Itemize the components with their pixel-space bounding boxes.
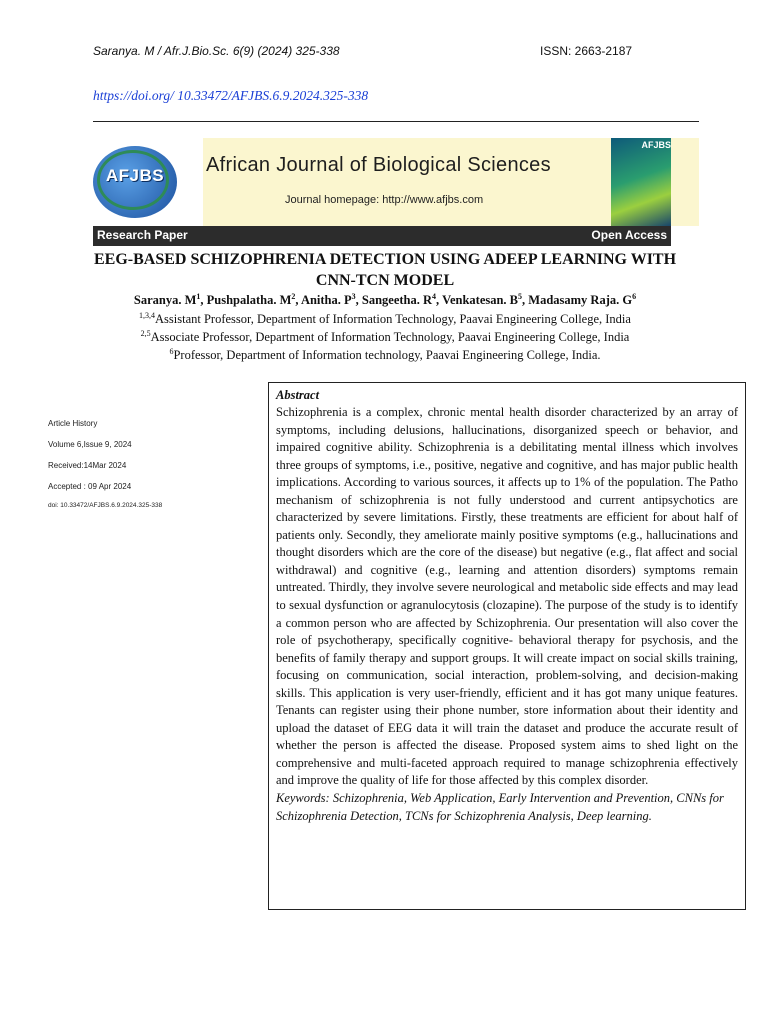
journal-title: African Journal of Biological Sciences bbox=[206, 154, 551, 176]
affiliation bbox=[93, 347, 677, 363]
header-rule bbox=[93, 121, 699, 122]
article-accepted: Accepted : 09 Apr 2024 bbox=[48, 482, 132, 491]
author-sup: 6 bbox=[632, 291, 637, 301]
article-received: Received:14Mar 2024 bbox=[48, 461, 127, 470]
journal-banner bbox=[93, 138, 671, 226]
article-type-bar bbox=[93, 226, 671, 246]
running-head: Saranya. M / Afr.J.Bio.Sc. 6(9) (2024) 325-338 bbox=[93, 44, 340, 58]
affiliation-sup: 1,3,4 bbox=[139, 310, 156, 320]
affiliation bbox=[93, 311, 677, 327]
logo-text: AFJBS bbox=[105, 166, 165, 185]
author-name: Saranya. M bbox=[133, 293, 197, 307]
author-list: Saranya. $M^1$, Pushpalatha. $M^2$, Anitha. $P^3$, Sangeetha. $R^4$, Venkatesan. $B^5$, Madasamy Raja. $G^6$ bbox=[133, 291, 637, 307]
author-name: Venkatesan. B bbox=[442, 293, 519, 307]
paper-title: EEG-BASED SCHIZOPHRENIA DETECTION USING ADEEP LEARNING WITH CNN-TCN MODEL bbox=[93, 251, 677, 289]
affiliation bbox=[93, 329, 677, 345]
cover-label: AFJBS bbox=[641, 140, 671, 150]
abstract-heading: Abstract bbox=[276, 388, 320, 402]
affiliation-text: Professor, Department of Information technology, Paavai Engineering College, India. bbox=[173, 348, 601, 362]
article-volume: Volume 6,Issue 9, 2024 bbox=[48, 440, 132, 449]
journal-homepage[interactable]: Journal homepage: http://www.afjbs.com bbox=[285, 194, 484, 206]
author-sup: 2 bbox=[291, 291, 296, 301]
author-sup: 5 bbox=[518, 291, 523, 301]
research-paper-label: Research Paper bbox=[97, 228, 188, 242]
affiliation-text: Associate Professor, Department of Information Technology, Paavai Engineering College, India bbox=[150, 330, 630, 344]
open-access-label: Open Access bbox=[591, 228, 667, 242]
article-history-title: Article History bbox=[48, 419, 98, 428]
affiliation-sup: 2,5 bbox=[140, 328, 151, 338]
affiliation-sup: 6 bbox=[169, 346, 174, 356]
doi-link[interactable]: https://doi.org/ 10.33472/AFJBS.6.9.2024.325-338 bbox=[93, 88, 369, 103]
author-name: Madasamy Raja. G bbox=[528, 293, 633, 307]
author-sup: 1 bbox=[196, 291, 201, 301]
article-doi: doi: 10.33472/AFJBS.6.9.2024.325-338 bbox=[48, 502, 163, 509]
abstract-box bbox=[268, 382, 746, 910]
author-sup: 4 bbox=[432, 291, 437, 301]
author-name: Anitha. P bbox=[300, 293, 352, 307]
author-sup: 3 bbox=[351, 291, 356, 301]
abstract-keywords: Keywords: Schizophrenia, Web Application, Early Intervention and Prevention, CNNs for Schizophrenia Detection, TCNs for Schizophrenia Analysis, Deep learning. bbox=[276, 791, 724, 823]
issn-label: ISSN: 2663-2187 bbox=[540, 44, 633, 58]
author-name: Sangeetha. R bbox=[361, 293, 433, 307]
abstract-body: Schizophrenia is a complex, chronic mental health disorder characterized by an array of symptoms, including delusions, hallucinations, disorganized speech or behavior, and impaired cognitive ability. Schizophrenia is a debilitating mental illness which involves three groups of symptoms, i.e., positive, negative and cognitive, and has major public health implications. According to various sources, it affects up to 1% of the population. The Patho mechanism of schizophrenia is not fully understood and current antipsychotics are characterized by severe limitations. Firstly, these treatments are efficient for about half of patients only. Secondly, they ameliorate mainly positive symptoms (e.g., hallucinations and thought disorders which are the core of the disease) but negative (e.g., flat affect and social withdrawal) and cognitive (e.g., learning and attention disorders) symptoms remain untreated. Thirdly, they involve severe neurological and metabolic side effects and may lead to sexual dysfunction or agranulocytosis (clozapine). The purpose of the study is to identify a common person who are affected by Schizophrenia. Our presentation will also cover the role of psychotherapy, specifically cognitive- behavioral therapy for psychosis, and the benefits of family therapy and support groups. It will create impact on social skills training, focusing on communication, social interaction, problem-solving, and decision-making skills. This application is very user-friendly, efficient and it has got many unique features. Tenants can register using their phone number, store information about their identity and upload the dataset of EEG data it will train the dataset and produce the accurate result of whether the person is affected the disease. Proposed system aims to shed light on the comprehensive and multi-faceted approach required to manage schizophrenia effectively and improve the quality of life for those affected by this complex disorder. bbox=[276, 405, 738, 788]
affiliation-text: Assistant Professor, Department of Information Technology, Paavai Engineering College, India bbox=[155, 312, 631, 326]
journal-cover-image bbox=[611, 138, 671, 226]
author-name: Pushpalatha. M bbox=[206, 293, 292, 307]
